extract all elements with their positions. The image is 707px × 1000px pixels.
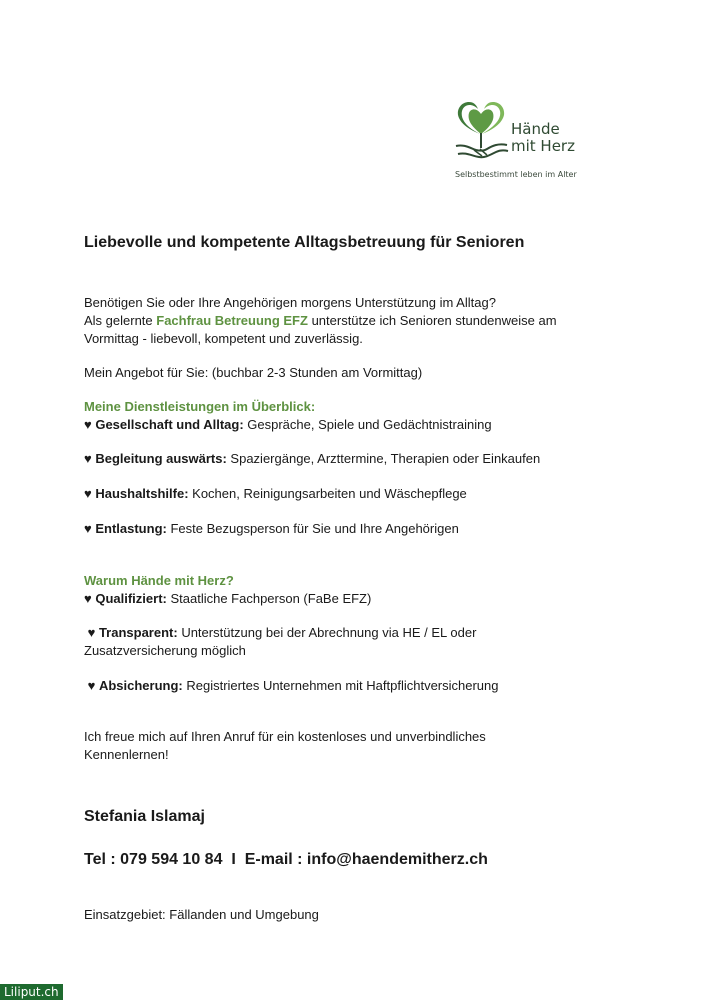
intro-line-2-suffix: unterstütze ich Senioren stundenweise am <box>307 313 557 328</box>
service-label: Gesellschaft und Alltag: <box>95 417 244 432</box>
service-text: Gespräche, Spiele und Gedächtnistraining <box>243 417 492 432</box>
service-label: Haushaltshilfe: <box>95 486 189 501</box>
intro-line-1: Benötigen Sie oder Ihre Angehörigen morgens Unterstützung im Alltag? <box>84 295 496 310</box>
watermark-badge: Liliput.ch <box>0 984 63 1000</box>
why-title: Warum Hände mit Herz? <box>84 573 234 588</box>
service-area: Einsatzgebiet: Fällanden und Umgebung <box>84 907 319 922</box>
intro-line-2-prefix: Als gelernte <box>84 313 157 328</box>
service-item <box>84 416 492 434</box>
why-label: Transparent: <box>98 625 178 640</box>
why-text-continued: Zusatzversicherung möglich <box>84 643 246 658</box>
page-title: Liebevolle und kompetente Alltagsbetreuung für Senioren <box>84 234 525 251</box>
heart-bullet-icon: ♥ <box>84 521 96 536</box>
service-label: Entlastung: <box>95 521 167 536</box>
service-text: Kochen, Reinigungsarbeiten und Wäschepflege <box>188 486 467 501</box>
heart-bullet-icon: ♥ <box>84 417 96 432</box>
why-text: Staatliche Fachperson (FaBe EFZ) <box>166 591 372 606</box>
heart-bullet-icon: ♥ <box>84 451 96 466</box>
contact-line: Tel : 079 594 10 84 I E-mail : info@haendemitherz.ch <box>84 851 488 868</box>
logo-line-2: mit Herz <box>511 137 575 155</box>
service-label: Begleitung auswärts: <box>95 451 227 466</box>
service-item <box>84 485 467 503</box>
closing-paragraph <box>84 728 486 764</box>
why-text: Unterstützung bei der Abrechnung via HE / EL oder <box>177 625 477 640</box>
heart-hands-logo-icon <box>452 100 512 166</box>
why-item <box>84 677 499 695</box>
logo-line-1: Hände <box>511 120 560 138</box>
intro-line-2 <box>84 312 557 330</box>
heart-bullet-icon: ♥ <box>84 678 99 693</box>
service-text: Spaziergänge, Arzttermine, Therapien oder Einkaufen <box>226 451 541 466</box>
heart-bullet-icon: ♥ <box>84 486 96 501</box>
intro-paragraph <box>84 294 557 348</box>
service-item <box>84 520 459 538</box>
why-text: Registriertes Unternehmen mit Haftpflichtversicherung <box>182 678 499 693</box>
why-item <box>84 624 476 660</box>
service-text: Feste Bezugsperson für Sie und Ihre Angehörigen <box>166 521 459 536</box>
why-label: Absicherung: <box>98 678 183 693</box>
closing-line-2: Kennenlernen! <box>84 747 169 762</box>
why-label: Qualifiziert: <box>95 591 167 606</box>
closing-line-1: Ich freue mich auf Ihren Anruf für ein kostenloses und unverbindliches <box>84 729 486 744</box>
logo <box>452 100 592 186</box>
logo-tagline: Selbstbestimmt leben im Alter <box>455 170 577 179</box>
services-title: Meine Dienstleistungen im Überblick: <box>84 399 316 414</box>
contact-name: Stefania Islamaj <box>84 808 205 825</box>
logo-wordmark <box>511 121 575 155</box>
offer-text: Mein Angebot für Sie: (buchbar 2-3 Stunden am Vormittag) <box>84 365 423 380</box>
heart-bullet-icon: ♥ <box>84 591 96 606</box>
intro-line-3: Vormittag - liebevoll, kompetent und zuverlässig. <box>84 331 363 346</box>
service-item <box>84 450 540 468</box>
heart-bullet-icon: ♥ <box>84 625 99 640</box>
why-item <box>84 590 371 608</box>
qualification-highlight: Fachfrau Betreuung EFZ <box>156 313 308 328</box>
